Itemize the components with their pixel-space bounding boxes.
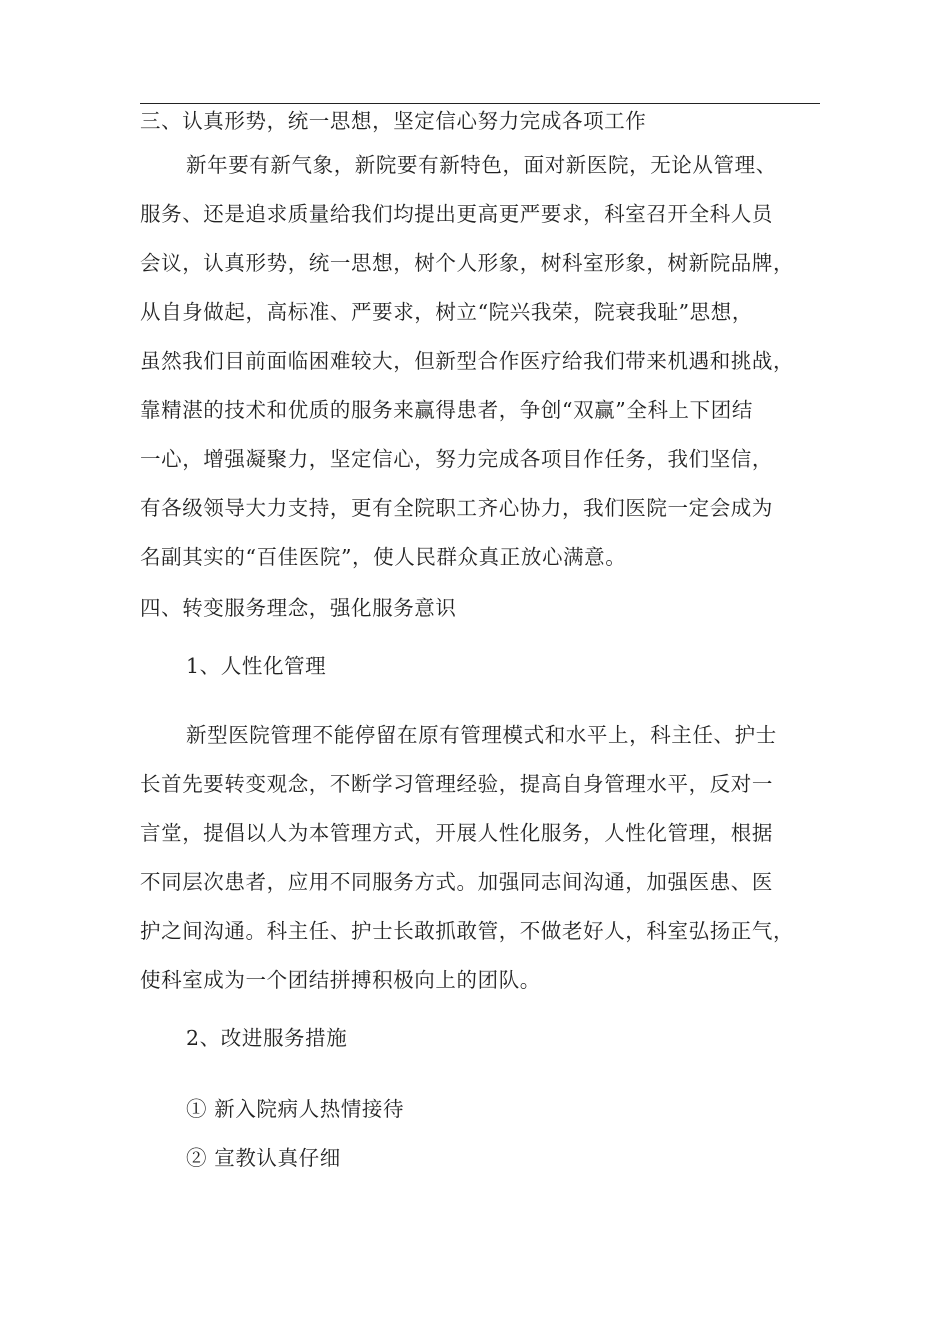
subsection-1-line-5: 护之间沟通。科主任、护士长敢抓敢管，不做老好人，科室弘扬正气，: [140, 919, 795, 943]
section-3-line-3: 会议，认真形势，统一思想，树个人形象，树科室形象，树新院品牌，: [140, 251, 795, 275]
subsection-1-line-3: 言堂，提倡以人为本管理方式，开展人性化服务，人性化管理，根据: [140, 821, 773, 845]
section-3-line-1: 新年要有新气象，新院要有新特色，面对新医院，无论从管理、: [186, 153, 777, 177]
measure-item-2: ② 宣教认真仔细: [186, 1146, 341, 1170]
section-4-heading: 四、转变服务理念，强化服务意识: [140, 596, 457, 620]
measure-item-1: ① 新入院病人热情接待: [186, 1097, 405, 1121]
section-3-line-7: 一心，增强凝聚力，坚定信心，努力完成各项目作任务，我们坚信，: [140, 447, 773, 471]
header-rule: [140, 103, 820, 104]
subsection-1-line-4: 不同层次患者，应用不同服务方式。加强同志间沟通，加强医患、医: [140, 870, 773, 894]
section-3-line-5: 虽然我们目前面临困难较大，但新型合作医疗给我们带来机遇和挑战，: [140, 349, 795, 373]
section-3-line-4: 从自身做起，高标准、严要求，树立“院兴我荣，院衰我耻”思想，: [140, 300, 753, 324]
section-3-line-6: 靠精湛的技术和优质的服务来赢得患者，争创“双赢”全科上下团结: [140, 398, 753, 422]
subsection-1-line-1: 新型医院管理不能停留在原有管理模式和水平上，科主任、护士: [186, 723, 777, 747]
subsection-1-line-6: 使科室成为一个团结拼搏积极向上的团队。: [140, 968, 541, 992]
section-3-line-8: 有各级领导大力支持，更有全院职工齐心协力，我们医院一定会成为: [140, 496, 773, 520]
section-3-heading: 三、认真形势，统一思想，坚定信心努力完成各项工作: [140, 109, 647, 133]
section-3-line-9: 名副其实的“百佳医院”，使人民群众真正放心满意。: [140, 545, 627, 569]
section-3-line-2: 服务、还是追求质量给我们均提出更高更严要求，科室召开全科人员: [140, 202, 773, 226]
subsection-1-title: 1、人性化管理: [186, 654, 327, 678]
subsection-1-line-2: 长首先要转变观念，不断学习管理经验，提高自身管理水平，反对一: [140, 772, 773, 796]
subsection-2-title: 2、改进服务措施: [186, 1026, 348, 1050]
